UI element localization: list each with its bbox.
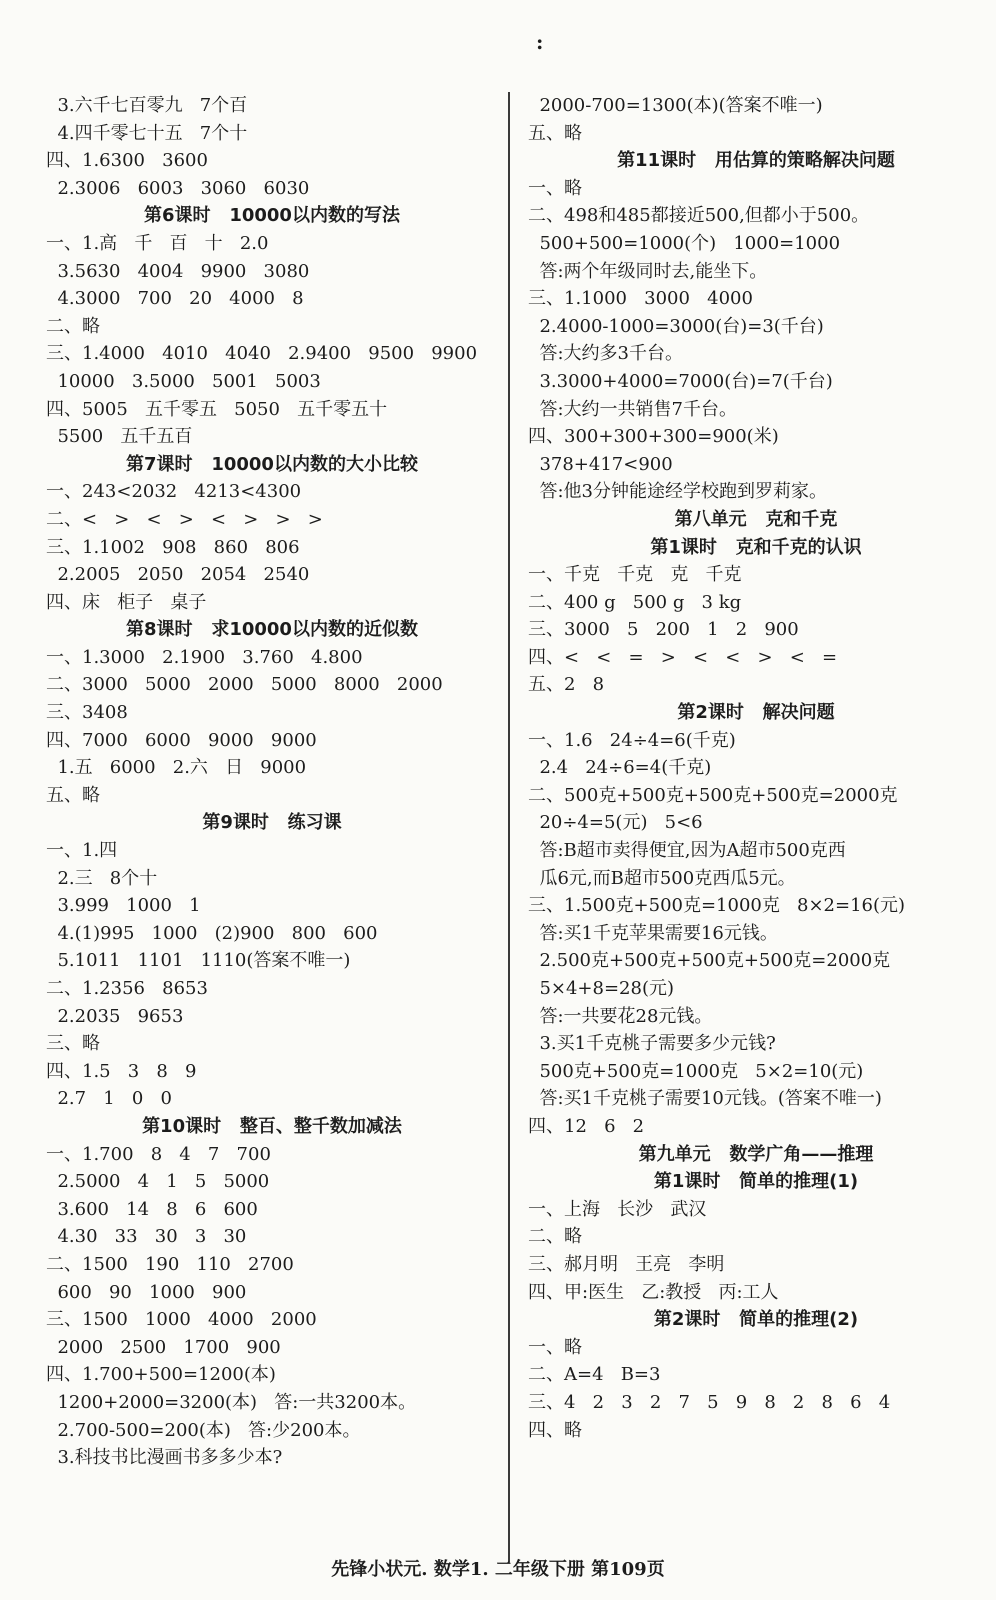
answer-line: 一、略 <box>528 1336 582 1358</box>
answer-line: 2.三 8个十 <box>46 867 158 889</box>
answer-line: 三、1.500克+500克=1000克 8×2=16(元) <box>528 895 906 917</box>
answer-line: 三、1500 1000 4000 2000 <box>46 1309 317 1331</box>
answer-line: 10000 3.5000 5001 5003 <box>46 370 321 392</box>
top-mark: : <box>536 30 544 54</box>
section-title: 第9课时 练习课 <box>202 812 342 834</box>
answer-line: 五、略 <box>46 784 100 806</box>
answer-line: 4.四千零七十五 7个十 <box>46 122 248 144</box>
answer-line: 一、1.700 8 4 7 700 <box>46 1143 271 1165</box>
answer-line: 2.4000-1000=3000(台)=3(千台) <box>528 315 824 337</box>
answer-line: 378+417<900 <box>528 453 673 475</box>
answer-line: 答:大约一共销售7千台。 <box>528 398 737 420</box>
answer-line: 2000-700=1300(本)(答案不唯一) <box>528 95 823 116</box>
answer-line: 3.5630 4004 9900 3080 <box>46 260 310 282</box>
answer-line: 1.五 6000 2.六 日 9000 <box>46 757 307 779</box>
answer-line: 四、12 6 2 <box>528 1115 645 1137</box>
answer-line: 20÷4=5(元) 5<6 <box>528 812 703 834</box>
answer-line: 四、甲:医生 乙:教授 丙:工人 <box>528 1281 779 1303</box>
section-title: 第八单元 克和千克 <box>674 508 838 530</box>
answer-line: 2.500克+500克+500克+500克=2000克 <box>528 950 891 972</box>
answer-line: 二、< > < > < > > > <box>46 508 323 530</box>
answer-line: 2.2005 2050 2054 2540 <box>46 564 310 586</box>
answer-line: 2.5000 4 1 5 5000 <box>46 1171 270 1193</box>
answer-line: 四、1.6300 3600 <box>46 150 208 172</box>
answer-line: 四、略 <box>528 1419 582 1441</box>
answer-line: 一、1.6 24÷4=6(千克) <box>528 729 736 751</box>
answer-line: 3.3000+4000=7000(台)=7(千台) <box>528 370 833 392</box>
answer-line: 5×4+8=28(元) <box>528 978 674 999</box>
answer-line: 三、3000 5 200 1 2 900 <box>528 619 799 641</box>
answer-line: 二、3000 5000 2000 5000 8000 2000 <box>46 674 443 696</box>
answer-line: 3.买1千克桃子需要多少元钱? <box>528 1033 776 1055</box>
answer-line: 2.700-500=200(本) 答:少200本。 <box>46 1419 361 1441</box>
answer-line: 一、1.高 千 百 十 2.0 <box>46 232 269 254</box>
answer-line: 5500 五千五百 <box>46 426 193 448</box>
answer-line: 4.(1)995 1000 (2)900 800 600 <box>46 922 378 944</box>
answer-line: 500克+500克=1000克 5×2=10(元) <box>528 1060 864 1082</box>
left-column <box>46 92 498 1472</box>
answer-line: 500+500=1000(个) 1000=1000 <box>528 232 841 254</box>
answer-line: 答:两个年级同时去,能坐下。 <box>528 260 768 282</box>
answer-line: 二、500克+500克+500克+500克=2000克 <box>528 784 898 806</box>
answer-line: 答:B超市卖得便宜,因为A超市500克西 <box>528 840 846 862</box>
answer-line: 二、498和485都接近500,但都小于500。 <box>528 205 870 227</box>
answer-line: 2.2035 9653 <box>46 1005 184 1027</box>
answer-line: 2.4 24÷6=4(千克) <box>528 757 712 779</box>
answer-line: 三、1.1002 908 860 806 <box>46 536 300 558</box>
answer-line: 四、5005 五千零五 5050 五千零五十 <box>46 398 388 420</box>
section-title: 第2课时 简单的推理(2) <box>653 1309 859 1331</box>
answer-line: 三、略 <box>46 1033 100 1055</box>
right-column <box>528 92 984 1444</box>
answer-line: 5.1011 1101 1110(答案不唯一) <box>46 950 351 972</box>
answer-line: 五、2 8 <box>528 674 605 696</box>
answer-line: 2.7 1 0 0 <box>46 1088 172 1110</box>
answer-line: 二、1.2356 8653 <box>46 978 208 999</box>
answer-line: 1200+2000=3200(本) 答:一共3200本。 <box>46 1391 417 1413</box>
answer-line: 答:买1千克苹果需要16元钱。 <box>528 922 778 944</box>
answer-line: 3.六千七百零九 7个百 <box>46 95 248 116</box>
answer-line: 一、上海 长沙 武汉 <box>528 1198 707 1220</box>
answer-line: 四、300+300+300=900(米) <box>528 426 779 448</box>
answer-line: 二、400 g 500 g 3 kg <box>528 591 742 613</box>
answer-line: 2000 2500 1700 900 <box>46 1336 281 1358</box>
answer-line: 3.600 14 8 6 600 <box>46 1198 258 1220</box>
column-divider <box>508 92 510 1562</box>
section-title: 第1课时 克和千克的认识 <box>650 536 862 558</box>
answer-line: 三、1.1000 3000 4000 <box>528 288 753 310</box>
answer-line: 答:他3分钟能途经学校跑到罗莉家。 <box>528 481 827 503</box>
answer-line: 3.科技书比漫画书多多少本? <box>46 1447 283 1469</box>
answer-line: 4.3000 700 20 4000 8 <box>46 288 304 310</box>
answer-line: 答:大约多3千台。 <box>528 343 683 365</box>
answer-line: 三、3408 <box>46 702 128 724</box>
answer-line: 600 90 1000 900 <box>46 1281 247 1303</box>
answer-line: 二、A=4 B=3 <box>528 1364 661 1386</box>
answer-line: 四、1.700+500=1200(本) <box>46 1364 276 1386</box>
answer-line: 一、1.四 <box>46 840 118 862</box>
answer-line: 三、郝月明 王亮 李明 <box>528 1253 725 1275</box>
answer-line: 答:一共要花28元钱。 <box>528 1005 713 1027</box>
section-title: 第九单元 数学广角——推理 <box>638 1143 874 1165</box>
section-title: 第11课时 用估算的策略解决问题 <box>617 150 895 172</box>
section-title: 第10课时 整百、整千数加减法 <box>142 1115 402 1137</box>
answer-line: 一、1.3000 2.1900 3.760 4.800 <box>46 646 363 668</box>
answer-line: 4.30 33 30 3 30 <box>46 1226 247 1248</box>
answer-line: 一、略 <box>528 177 582 199</box>
answer-line: 二、略 <box>528 1226 582 1248</box>
section-title: 第8课时 求10000以内数的近似数 <box>126 619 418 641</box>
answer-line: 五、略 <box>528 122 582 144</box>
answer-line: 四、1.5 3 8 9 <box>46 1060 197 1082</box>
answer-line: 二、略 <box>46 315 100 337</box>
answer-line: 四、< < = > < < > < = <box>528 646 838 668</box>
page-footer: 先锋小状元. 数学1. 二年级下册 第109页 <box>331 1559 665 1580</box>
answer-line: 瓜6元,而B超市500克西瓜5元。 <box>528 867 796 889</box>
answer-line: 三、4 2 3 2 7 5 9 8 2 8 6 4 <box>528 1391 891 1413</box>
answer-line: 二、1500 190 110 2700 <box>46 1253 294 1275</box>
answer-line: 一、千克 千克 克 千克 <box>528 564 742 586</box>
section-title: 第6课时 10000以内数的写法 <box>144 205 400 227</box>
answer-line: 四、7000 6000 9000 9000 <box>46 729 317 751</box>
answer-line: 一、243<2032 4213<4300 <box>46 481 302 503</box>
answer-line: 3.999 1000 1 <box>46 895 201 917</box>
answer-line: 三、1.4000 4010 4040 2.9400 9500 9900 <box>46 343 478 365</box>
answer-line: 四、床 柜子 桌子 <box>46 591 207 613</box>
section-title: 第1课时 简单的推理(1) <box>653 1171 859 1193</box>
section-title: 第7课时 10000以内数的大小比较 <box>126 453 418 475</box>
section-title: 第2课时 解决问题 <box>677 702 835 724</box>
answer-line: 答:买1千克桃子需要10元钱。(答案不唯一) <box>528 1088 882 1110</box>
answer-line: 2.3006 6003 3060 6030 <box>46 177 310 199</box>
